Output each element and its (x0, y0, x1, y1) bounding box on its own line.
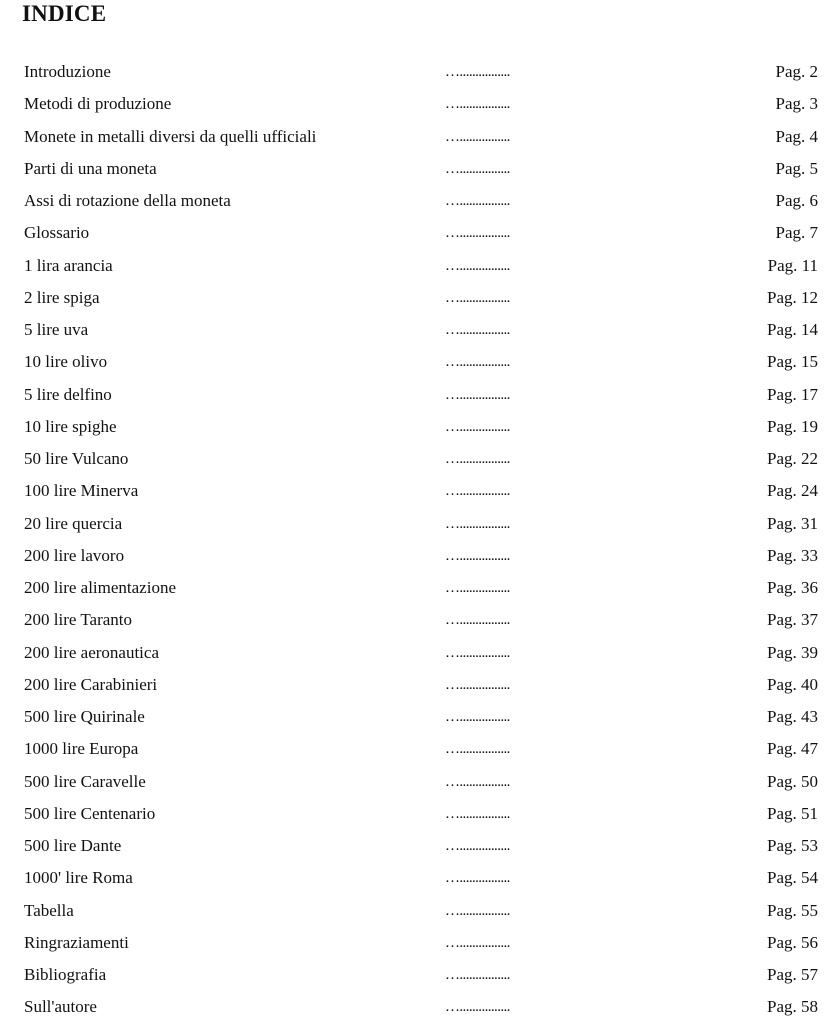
toc-page-number: Pag. 5 (775, 158, 818, 178)
toc-entry (24, 540, 818, 572)
toc-entry-title: 500 lire Dante (24, 836, 122, 855)
toc-entry-title: 5 lire delfino (24, 384, 112, 404)
toc-entry (24, 830, 818, 862)
toc-page-number: Pag. 37 (767, 610, 818, 630)
toc-page-number: Pag. 58 (767, 997, 818, 1017)
toc-entry-title: 500 lire Caravelle (24, 771, 146, 791)
toc-entry-title: Tabella (24, 900, 74, 920)
toc-page-number: Pag. 14 (767, 320, 818, 339)
toc-entry-title: 10 lire spighe (24, 416, 117, 436)
toc-dot-leader: …................ (445, 160, 510, 177)
toc-entry (24, 56, 818, 88)
toc-dot-leader: …................ (445, 257, 510, 274)
toc-page-number: Pag. 50 (767, 771, 818, 791)
toc-entry-title: 2 lire spiga (24, 287, 100, 307)
toc-entry-title: 200 lire aeronautica (24, 642, 159, 662)
toc-entry (24, 895, 818, 927)
toc-entry (24, 572, 818, 604)
toc-page-number: Pag. 33 (767, 545, 818, 565)
toc-dot-leader: …................ (445, 644, 510, 661)
toc-dot-leader: …................ (445, 676, 510, 693)
toc-entry (24, 185, 818, 217)
toc-entry (24, 314, 818, 346)
toc-page-number: Pag. 39 (767, 642, 818, 662)
toc-entry-title: Ringraziamenti (24, 932, 129, 952)
toc-page-number: Pag. 53 (767, 836, 818, 855)
toc-entry (24, 733, 818, 765)
toc-dot-leader: …................ (445, 580, 510, 596)
toc-dot-leader: …................ (445, 289, 510, 306)
toc-page-number: Pag. 17 (767, 384, 818, 404)
toc-dot-leader: …................ (445, 354, 510, 371)
toc-page-number: Pag. 2 (775, 62, 818, 81)
toc-page-number: Pag. 15 (767, 352, 818, 372)
toc-page-number: Pag. 22 (767, 449, 818, 468)
toc-entry-title: 200 lire alimentazione (24, 578, 176, 597)
toc-page-number: Pag. 43 (767, 707, 818, 726)
toc-dot-leader: …................ (445, 870, 510, 887)
toc-entry (24, 379, 818, 411)
toc-dot-leader: …................ (445, 934, 510, 951)
toc-dot-leader: …................ (445, 128, 510, 145)
toc-entry (24, 862, 818, 894)
toc-dot-leader: …................ (445, 741, 510, 758)
toc-entry-title: Metodi di produzione (24, 94, 172, 114)
toc-page-number: Pag. 56 (767, 932, 818, 952)
toc-page-number: Pag. 12 (767, 287, 818, 307)
toc-entry-title: 1000' lire Roma (24, 868, 133, 888)
toc-entry-title: 200 lire Taranto (24, 610, 133, 630)
toc-page-number: Pag. 51 (767, 803, 818, 823)
toc-dot-leader: …................ (445, 902, 510, 919)
toc-page-number: Pag. 3 (775, 94, 818, 114)
toc-entry-title: 200 lire lavoro (24, 545, 125, 565)
toc-page-number: Pag. 24 (767, 481, 818, 501)
toc-entry (24, 475, 818, 507)
table-of-contents (24, 56, 818, 1024)
toc-dot-leader: …................ (445, 805, 510, 822)
toc-entry (24, 766, 818, 798)
toc-dot-leader: …................ (445, 709, 510, 725)
toc-entry-title: Introduzione (24, 62, 111, 81)
toc-entry (24, 153, 818, 185)
toc-page-number: Pag. 40 (767, 674, 818, 694)
toc-entry (24, 250, 818, 282)
toc-dot-leader: …................ (445, 612, 510, 629)
toc-entry-title: 500 lire Quirinale (24, 707, 145, 726)
toc-entry-title: 500 lire Centenario (24, 803, 156, 823)
toc-dot-leader: …................ (445, 999, 510, 1016)
toc-entry-title: Bibliografia (24, 965, 107, 984)
toc-entry (24, 637, 818, 669)
toc-page-number: Pag. 57 (767, 965, 818, 984)
toc-page-number: Pag. 31 (767, 513, 818, 533)
toc-dot-leader: …................ (445, 193, 510, 209)
toc-dot-leader: …................ (445, 64, 510, 80)
toc-page-number: Pag. 6 (775, 191, 818, 210)
toc-entry (24, 991, 818, 1023)
toc-dot-leader: …................ (445, 967, 510, 983)
toc-entry-title: Sull'autore (24, 997, 97, 1017)
toc-entry-title: Monete in metalli diversi da quelli ufficiali (24, 126, 317, 146)
toc-page-number: Pag. 54 (767, 868, 818, 888)
toc-dot-leader: …................ (445, 515, 510, 532)
toc-entry-title: Assi di rotazione della moneta (24, 191, 231, 210)
toc-page-number: Pag. 4 (775, 126, 818, 146)
toc-dot-leader: …................ (445, 773, 510, 790)
toc-dot-leader: …................ (445, 225, 510, 242)
toc-dot-leader: …................ (445, 483, 510, 500)
toc-entry-title: 100 lire Minerva (24, 481, 139, 501)
toc-page-number: Pag. 7 (775, 223, 818, 243)
toc-dot-leader: …................ (445, 96, 510, 113)
toc-entry (24, 508, 818, 540)
toc-entry (24, 927, 818, 959)
toc-dot-leader: …................ (445, 451, 510, 467)
toc-entry (24, 411, 818, 443)
toc-entry (24, 121, 818, 153)
toc-dot-leader: …................ (445, 547, 510, 564)
toc-dot-leader: …................ (445, 386, 510, 403)
toc-entry-title: 1 lira arancia (24, 255, 113, 275)
toc-entry-title: 20 lire quercia (24, 513, 123, 533)
toc-entry-title: 10 lire olivo (24, 352, 108, 372)
toc-entry (24, 346, 818, 378)
toc-entry-title: Parti di una moneta (24, 158, 157, 178)
toc-entry (24, 604, 818, 636)
toc-entry (24, 669, 818, 701)
toc-entry (24, 217, 818, 249)
toc-entry (24, 701, 818, 733)
toc-entry (24, 88, 818, 120)
toc-entry (24, 443, 818, 475)
page-title: INDICE (22, 1, 107, 26)
toc-entry-title: 5 lire uva (24, 320, 89, 339)
toc-dot-leader: …................ (445, 418, 510, 435)
toc-page-number: Pag. 55 (767, 900, 818, 920)
toc-entry (24, 798, 818, 830)
toc-page-number: Pag. 19 (767, 416, 818, 436)
toc-entry-title: 50 lire Vulcano (24, 449, 129, 468)
toc-entry (24, 959, 818, 991)
toc-entry-title: Glossario (24, 223, 90, 243)
toc-page-number: Pag. 36 (767, 578, 818, 597)
toc-entry-title: 1000 lire Europa (24, 739, 139, 759)
toc-dot-leader: …................ (445, 322, 510, 338)
toc-page-number: Pag. 11 (767, 255, 818, 275)
toc-page-number: Pag. 47 (767, 739, 818, 759)
toc-entry (24, 282, 818, 314)
toc-dot-leader: …................ (445, 838, 510, 854)
toc-entry-title: 200 lire Carabinieri (24, 674, 158, 694)
